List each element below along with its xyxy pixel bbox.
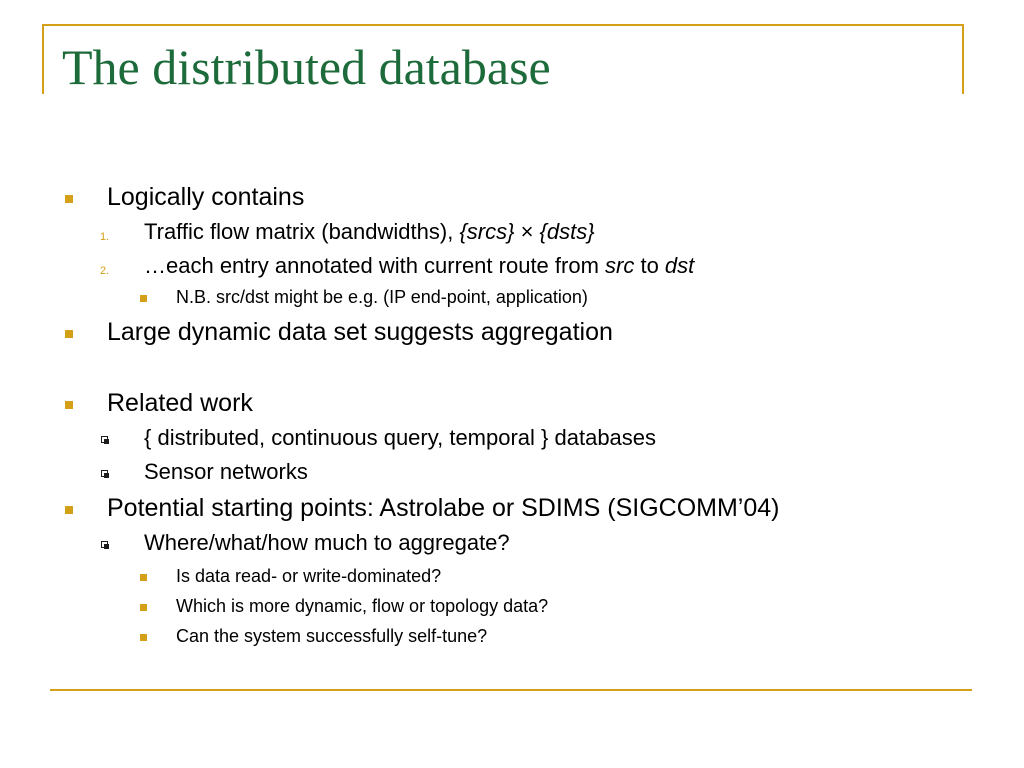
- square-bullet-icon: [65, 506, 73, 514]
- bullet-entry-annotated: [144, 255, 694, 277]
- srcs-term: {srcs}: [459, 219, 515, 244]
- bullet-large-dynamic: Large dynamic data set suggests aggregation: [107, 318, 613, 346]
- traffic-flow-text: Traffic flow matrix (bandwidths),: [144, 219, 460, 244]
- dst-term: dst: [664, 253, 695, 278]
- box-bullet-icon: [101, 470, 108, 477]
- bullet-self-tune: Can the system successfully self-tune?: [176, 626, 488, 646]
- square-bullet-icon: [65, 195, 73, 203]
- slide-title: The distributed database: [62, 39, 551, 95]
- list-number-1: 1.: [100, 231, 110, 243]
- left-rule: [42, 24, 44, 94]
- bullet-related-work: Related work: [107, 389, 253, 417]
- bullet-read-write: Is data read- or write-dominated?: [176, 566, 442, 586]
- square-bullet-icon: [140, 604, 147, 611]
- src-term: src: [605, 253, 635, 278]
- square-bullet-icon: [140, 634, 147, 641]
- bullet-sensor-networks: Sensor networks: [144, 459, 308, 484]
- bullet-potential-starting-points: Potential starting points: Astrolabe or SDIMS (SIGCOMM’04): [107, 494, 780, 522]
- list-number-2: 2.: [100, 265, 110, 277]
- box-bullet-icon: [101, 436, 108, 443]
- times-symbol: ×: [514, 219, 540, 244]
- bullet-where-what: Where/what/how much to aggregate?: [144, 530, 510, 555]
- square-bullet-icon: [140, 574, 147, 581]
- bullet-dynamic-flow: Which is more dynamic, flow or topology data?: [176, 596, 549, 616]
- dsts-term: {dsts}: [539, 219, 595, 244]
- bullet-logically-contains: Logically contains: [107, 183, 305, 211]
- bullet-nb-src-dst: N.B. src/dst might be e.g. (IP end-point, application): [176, 287, 588, 307]
- right-rule: [962, 24, 964, 94]
- bullet-traffic-flow-matrix: [144, 221, 595, 243]
- square-bullet-icon: [65, 401, 73, 409]
- to-word: to: [634, 253, 665, 278]
- entry-annotated-text: …each entry annotated with current route from: [144, 253, 606, 278]
- square-bullet-icon: [65, 330, 73, 338]
- top-rule: [42, 24, 964, 26]
- bottom-rule: [50, 689, 972, 691]
- bullet-databases: { distributed, continuous query, temporal } databases: [144, 425, 657, 450]
- square-bullet-icon: [140, 295, 147, 302]
- box-bullet-icon: [101, 541, 108, 548]
